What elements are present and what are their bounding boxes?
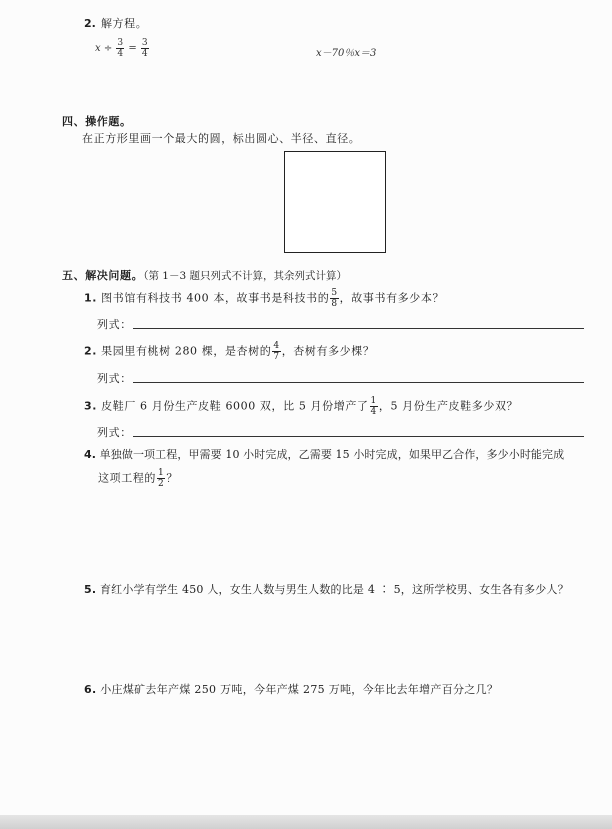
question-number: 1. — [84, 291, 98, 305]
question-4-line-2 — [98, 468, 178, 489]
fraction-numerator: 4 — [273, 341, 280, 351]
fraction — [116, 38, 124, 59]
question-4-line-1 — [84, 446, 564, 462]
question-text: ，杏树有多少棵？ — [281, 344, 375, 358]
question-5 — [84, 581, 569, 597]
question-text: ？ — [166, 471, 178, 485]
equation-lhs: x ÷ — [95, 43, 113, 54]
fraction-denominator: 4 — [141, 49, 148, 59]
fraction-numerator: 1 — [370, 396, 377, 406]
question-1 — [84, 288, 444, 309]
section-5-header — [62, 264, 347, 283]
question-number: 5. — [84, 583, 97, 596]
answer-line[interactable] — [133, 382, 584, 383]
question-text: ，5 月份生产皮鞋多少双？ — [378, 399, 519, 413]
question-text: 这项工程的 — [98, 471, 156, 485]
fraction — [330, 288, 338, 309]
fraction — [141, 38, 149, 59]
question-text: 育红小学有学生 450 人，女生人数与男生人数的比是 4 ∶ 5，这所学校男、女生各有多少人？ — [99, 583, 569, 596]
fraction-numerator: 1 — [158, 468, 165, 478]
answer-line[interactable] — [133, 328, 584, 329]
question-number: 2. — [84, 344, 98, 358]
question-6 — [84, 681, 498, 697]
question-3 — [84, 396, 518, 417]
question-number: 4. — [84, 448, 97, 461]
problem-number: 2. — [84, 17, 96, 30]
section-5-title: 五、解决问题。 — [62, 269, 144, 282]
problem-2-header — [84, 12, 147, 31]
fraction-numerator: 5 — [331, 288, 338, 298]
question-text: 果园里有桃树 280 棵，是杏树的 — [101, 344, 272, 358]
problem-heading: 解方程。 — [100, 17, 148, 30]
section-4-title: 四、操作题。 — [62, 115, 132, 128]
fraction-denominator: 4 — [370, 407, 377, 417]
answer-line[interactable] — [133, 436, 584, 437]
page-bottom-edge — [0, 815, 612, 829]
fraction — [370, 396, 378, 417]
fraction-denominator: 2 — [158, 479, 165, 489]
question-text: 小庄煤矿去年产煤 250 万吨，今年产煤 275 万吨，今年比去年增产百分之几？ — [100, 683, 499, 696]
question-number: 6. — [84, 683, 97, 696]
equation-1 — [95, 38, 150, 59]
question-text: 皮鞋厂 6 月份生产皮鞋 6000 双，比 5 月份增产了 — [101, 399, 369, 413]
fraction-numerator: 3 — [117, 38, 124, 48]
question-text: ，故事书有多少本？ — [339, 291, 445, 305]
drawing-square — [284, 151, 386, 253]
fraction-denominator: 4 — [117, 49, 124, 59]
fraction-denominator: 7 — [273, 352, 280, 362]
section-5-note: （第 1－3 题只列式不计算，其余列式计算） — [143, 270, 347, 282]
equation-2: x－70％x＝3 — [316, 48, 377, 59]
fraction-numerator: 3 — [141, 38, 148, 48]
equals-sign: = — [128, 43, 137, 54]
section-4-instruction: 在正方形里画一个最大的圆，标出圆心、半径、直径。 — [82, 132, 361, 145]
fraction-denominator: 8 — [331, 299, 338, 309]
fraction — [157, 468, 165, 489]
answer-label: 列式： — [97, 372, 132, 385]
answer-label: 列式： — [97, 318, 132, 331]
fraction — [272, 341, 280, 362]
question-text: 图书馆有科技书 400 本，故事书是科技书的 — [101, 291, 330, 305]
question-number: 3. — [84, 399, 98, 413]
question-text: 单独做一项工程，甲需要 10 小时完成，乙需要 15 小时完成，如果甲乙合作，多少小时能完成 — [99, 448, 565, 461]
question-2 — [84, 341, 375, 362]
answer-label: 列式： — [97, 426, 132, 439]
